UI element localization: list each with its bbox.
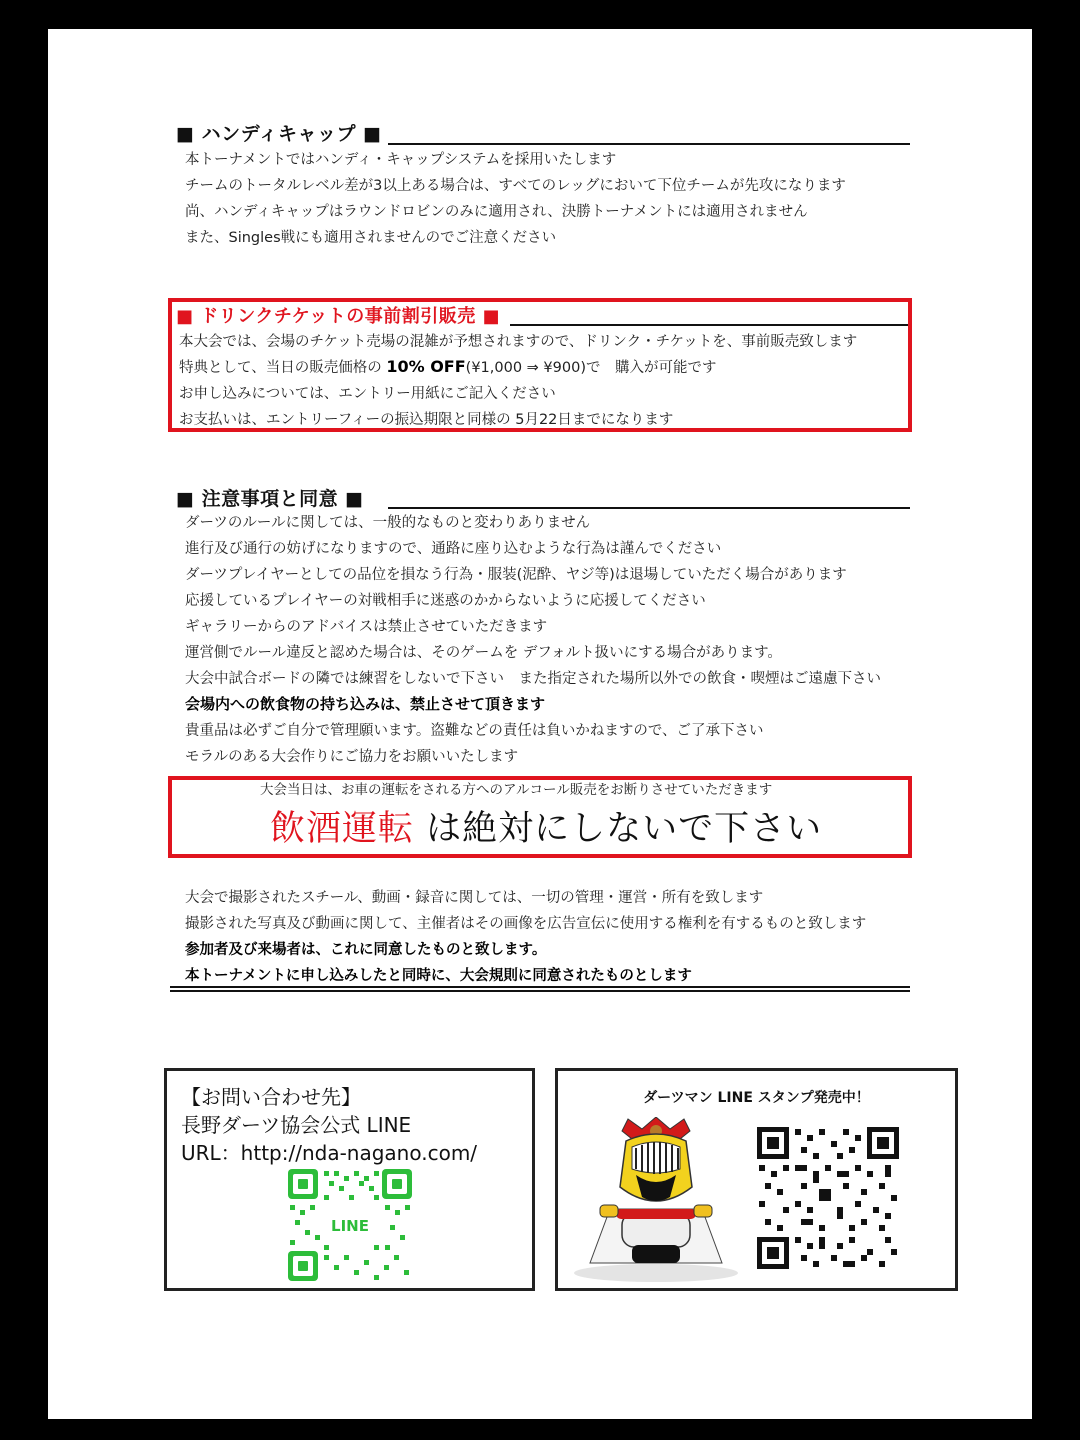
contact-name: 長野ダーツ協会公式 LINE [181,1113,412,1137]
drink-line-2-post: (¥1,000 ⇒ ¥900)で 購入が可能です [465,360,717,376]
photo-line-1: 大会で撮影されたスチール、動画・録音に関しては、一切の管理・運営・所有を致します [185,890,764,906]
notes-line-8: 貴重品は必ずご自分で管理願います。盗難などの責任は負いかねますので、ご了承下さい [185,723,764,739]
drink-line-1: 本大会では、会場のチケット売場の混雑が予想されますので、ドリンク・チケットを、事前販売致します [179,334,858,350]
discount-badge: 10% OFF [386,357,466,376]
handicap-line-4: また、Singles戦にも適用されませんのでご注意ください [185,230,557,246]
drunk-driving-text: 飲酒運転 [270,809,415,849]
notes-line-3: ダーツプレイヤーとしての品位を損なう行為・服装(泥酔、ヤジ等)は退場していただく場合があります [185,567,847,583]
handicap-title: ■ ハンディキャップ ■ [176,123,382,145]
drink-line-4: お支払いは、エントリーフィーの振込期限と同様の 5月22日までになります [179,412,674,428]
stamp-card [555,1068,958,1291]
page [48,29,1032,1419]
drink-title: ■ ドリンクチケットの事前割引販売 ■ [176,306,501,327]
consent-rule-1 [170,986,910,988]
photo-bold-line-2: 本トーナメントに申し込みしたと同時に、大会規則に同意されたものとします [185,968,692,984]
handicap-line-1: 本トーナメントではハンディ・キャップシステムを採用いたします [185,152,617,168]
handicap-title-rule [388,143,910,145]
stamp-title: ダーツマン LINE スタンプ発売中！ [643,1090,870,1106]
drink-line-2 [179,356,716,377]
contact-title: 【お問い合わせ先】 [181,1085,361,1109]
photo-line-2: 撮影された写真及び動画に関して、主催者はその画像を広告宣伝に使用する権利を有するものと致します [185,916,867,932]
notes-line-5: ギャラリーからのアドバイスは禁止させていただきます [185,619,548,635]
notes-bold-line: 会場内への飲食物の持ち込みは、禁止させて頂きます [185,695,546,713]
drink-line-3: お申し込みについては、エントリー用紙にご記入ください [179,386,556,402]
drink-title-rule [510,324,908,326]
notes-line-1: ダーツのルールに関しては、一般的なものと変わりありません [185,515,591,531]
drink-line-2-pre: 特典として、当日の販売価格の [179,360,387,376]
handicap-line-3: 尚、ハンディキャップはラウンドロビンのみに適用され、決勝トーナメントには適用されません [185,204,808,220]
notes-line-7: 大会中試合ボードの隣では練習をしないで下さい また指定された場所以外での飲食・喫煙はご遠慮下さい [185,671,881,687]
dartsman-mascot-image [566,1117,746,1283]
handicap-line-2: チームのトータルレベル差が3以上ある場合は、すべてのレッグにおいて下位チームが先攻になります [185,178,846,194]
never-do-text: は絶対にしないで下さい [414,809,823,849]
notes-line-9: モラルのある大会作りにご協力をお願いいたします [185,749,519,765]
notes-title: ■ 注意事項と同意 ■ [176,488,364,510]
contact-card [164,1068,535,1291]
contact-url[interactable]: URL：http://nda-nagano.com/ [181,1141,478,1165]
consent-rule-2 [170,990,910,992]
photo-bold-line-1: 参加者及び来場者は、これに同意したものと致します。 [185,942,547,958]
notes-title-rule [388,507,910,509]
notes-line-6: 運営側でルール違反と認めた場合は、そのゲームを デフォルト扱いにする場合があります。 [185,645,782,661]
notes-line-2: 進行及び通行の妨げになりますので、通路に座り込むような行為は謹んでください [185,541,722,557]
alcohol-small-text: 大会当日は、お車の運転をされる方へのアルコール販売をお断りさせていただきます [260,782,773,798]
notes-line-4: 応援しているプレイヤーの対戦相手に迷惑のかからないように応援してください [185,593,706,609]
stamp-qr-code[interactable] [757,1127,899,1269]
alcohol-big-text [270,801,822,851]
line-logo-text: LINE [331,1217,369,1235]
line-qr-code[interactable] [288,1169,412,1281]
